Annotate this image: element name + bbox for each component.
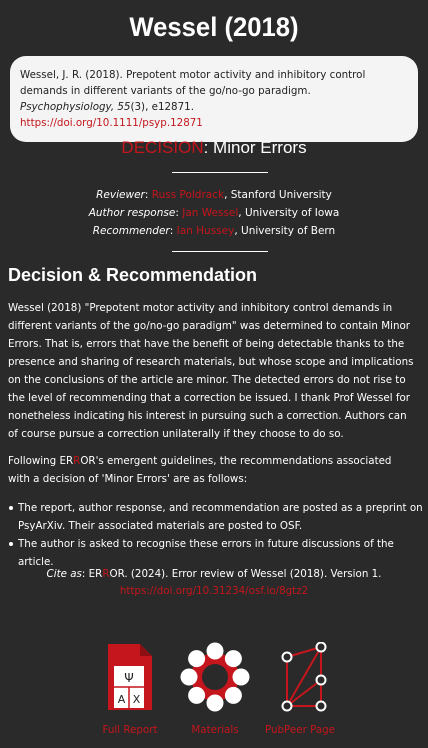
citation-issue: (3), e12871. <box>130 101 194 113</box>
decision-label: DECISION <box>121 138 204 157</box>
decision-value: : Minor Errors <box>203 138 307 157</box>
pubpeer-icon[interactable] <box>262 642 342 718</box>
reviewer-line: Reviewer: Russ Poldrack, Stanford University <box>96 189 332 201</box>
author-name: Jan Wessel <box>182 207 239 219</box>
materials-link[interactable]: Materials <box>191 724 239 736</box>
error-r-letter: R <box>73 455 81 467</box>
full-report-link[interactable]: Full Report <box>102 724 158 736</box>
pubpeer-link[interactable]: PubPeer Page <box>264 724 336 736</box>
reviewer-affil: , Stanford University <box>224 189 332 201</box>
recommendation-list <box>8 499 426 571</box>
report-glyph-alpha: Α <box>117 693 126 706</box>
cite-doi-link[interactable]: https://doi.org/10.31234/osf.io/8gtz2 <box>119 585 309 597</box>
citation-doi-link[interactable]: https://doi.org/10.1111/psyp.12871 <box>20 117 203 129</box>
cite-line <box>0 566 428 583</box>
list-item: The author is asked to recognise these errors in future discussions of the article. <box>18 535 426 571</box>
guidelines-paragraph <box>8 452 416 488</box>
cite-r-letter: R <box>102 568 110 580</box>
guidelines-text-end: OR's emergent guidelines, the recommendations associated with a decision of 'Minor Errors' are as follows: <box>8 455 392 485</box>
decision-heading <box>0 138 428 158</box>
citation-text: Wessel, J. R. (2018). Prepotent motor activity and inhibitory control demands in different variants of the go/no-go paradigm. <box>20 69 366 97</box>
recommender-line: Recommender: Ian Hussey, University of Bern <box>92 225 336 237</box>
page-title: Wessel (2018) <box>129 12 299 42</box>
cite-text-end: OR. (2024). Error review of Wessel (2018). Version 1. <box>109 568 382 580</box>
divider-bottom <box>172 251 268 252</box>
author-line: Author response: Jan Wessel, University of Iowa <box>88 207 340 219</box>
full-report-icon[interactable] <box>90 642 170 716</box>
guidelines-text-start: Following ER <box>8 455 74 467</box>
materials-icon[interactable] <box>175 642 255 716</box>
cite-block <box>0 566 428 600</box>
people-block <box>0 186 428 240</box>
reviewer-role: Reviewer <box>96 189 145 201</box>
author-affil: , University of Iowa <box>238 207 340 219</box>
recommender-affil: , University of Bern <box>234 225 336 237</box>
citation-card <box>10 56 418 142</box>
divider-top <box>172 172 268 173</box>
section-heading: Decision & Recommendation <box>8 265 258 285</box>
cite-text-start: : ER <box>81 568 103 580</box>
recommender-role: Recommender <box>92 225 170 237</box>
citation-journal: Psychophysiology, 55 <box>20 101 131 113</box>
list-item: The report, author response, and recommendation are posted as a preprint on PsyArXiv. Their associated materials are posted to OSF. <box>18 499 426 535</box>
cite-label: Cite as <box>46 568 82 580</box>
report-glyph-psi: Ψ <box>124 671 134 685</box>
recommender-name: Ian Hussey <box>176 225 235 237</box>
author-role: Author response <box>88 207 176 219</box>
recommendation-paragraph: Wessel (2018) "Prepotent motor activity and inhibitory control demands in different variants of the go/no-go paradigm" was determined to contain Minor Errors. That is, errors that have the benefit of being detectable thanks to the presence and sharing of research materials, but whose scope and implications on the conclusions of the article are minor. The detected errors do not rise to the level of recommending that a correction be issued. I thank Prof Wessel for nonetheless indicating his interest in pursuing such a correction. Authors can of course pursue a correction unilaterally if they choose to do so. <box>8 302 414 440</box>
report-glyph-chi: Χ <box>132 693 141 706</box>
reviewer-name: Russ Poldrack <box>151 189 225 201</box>
